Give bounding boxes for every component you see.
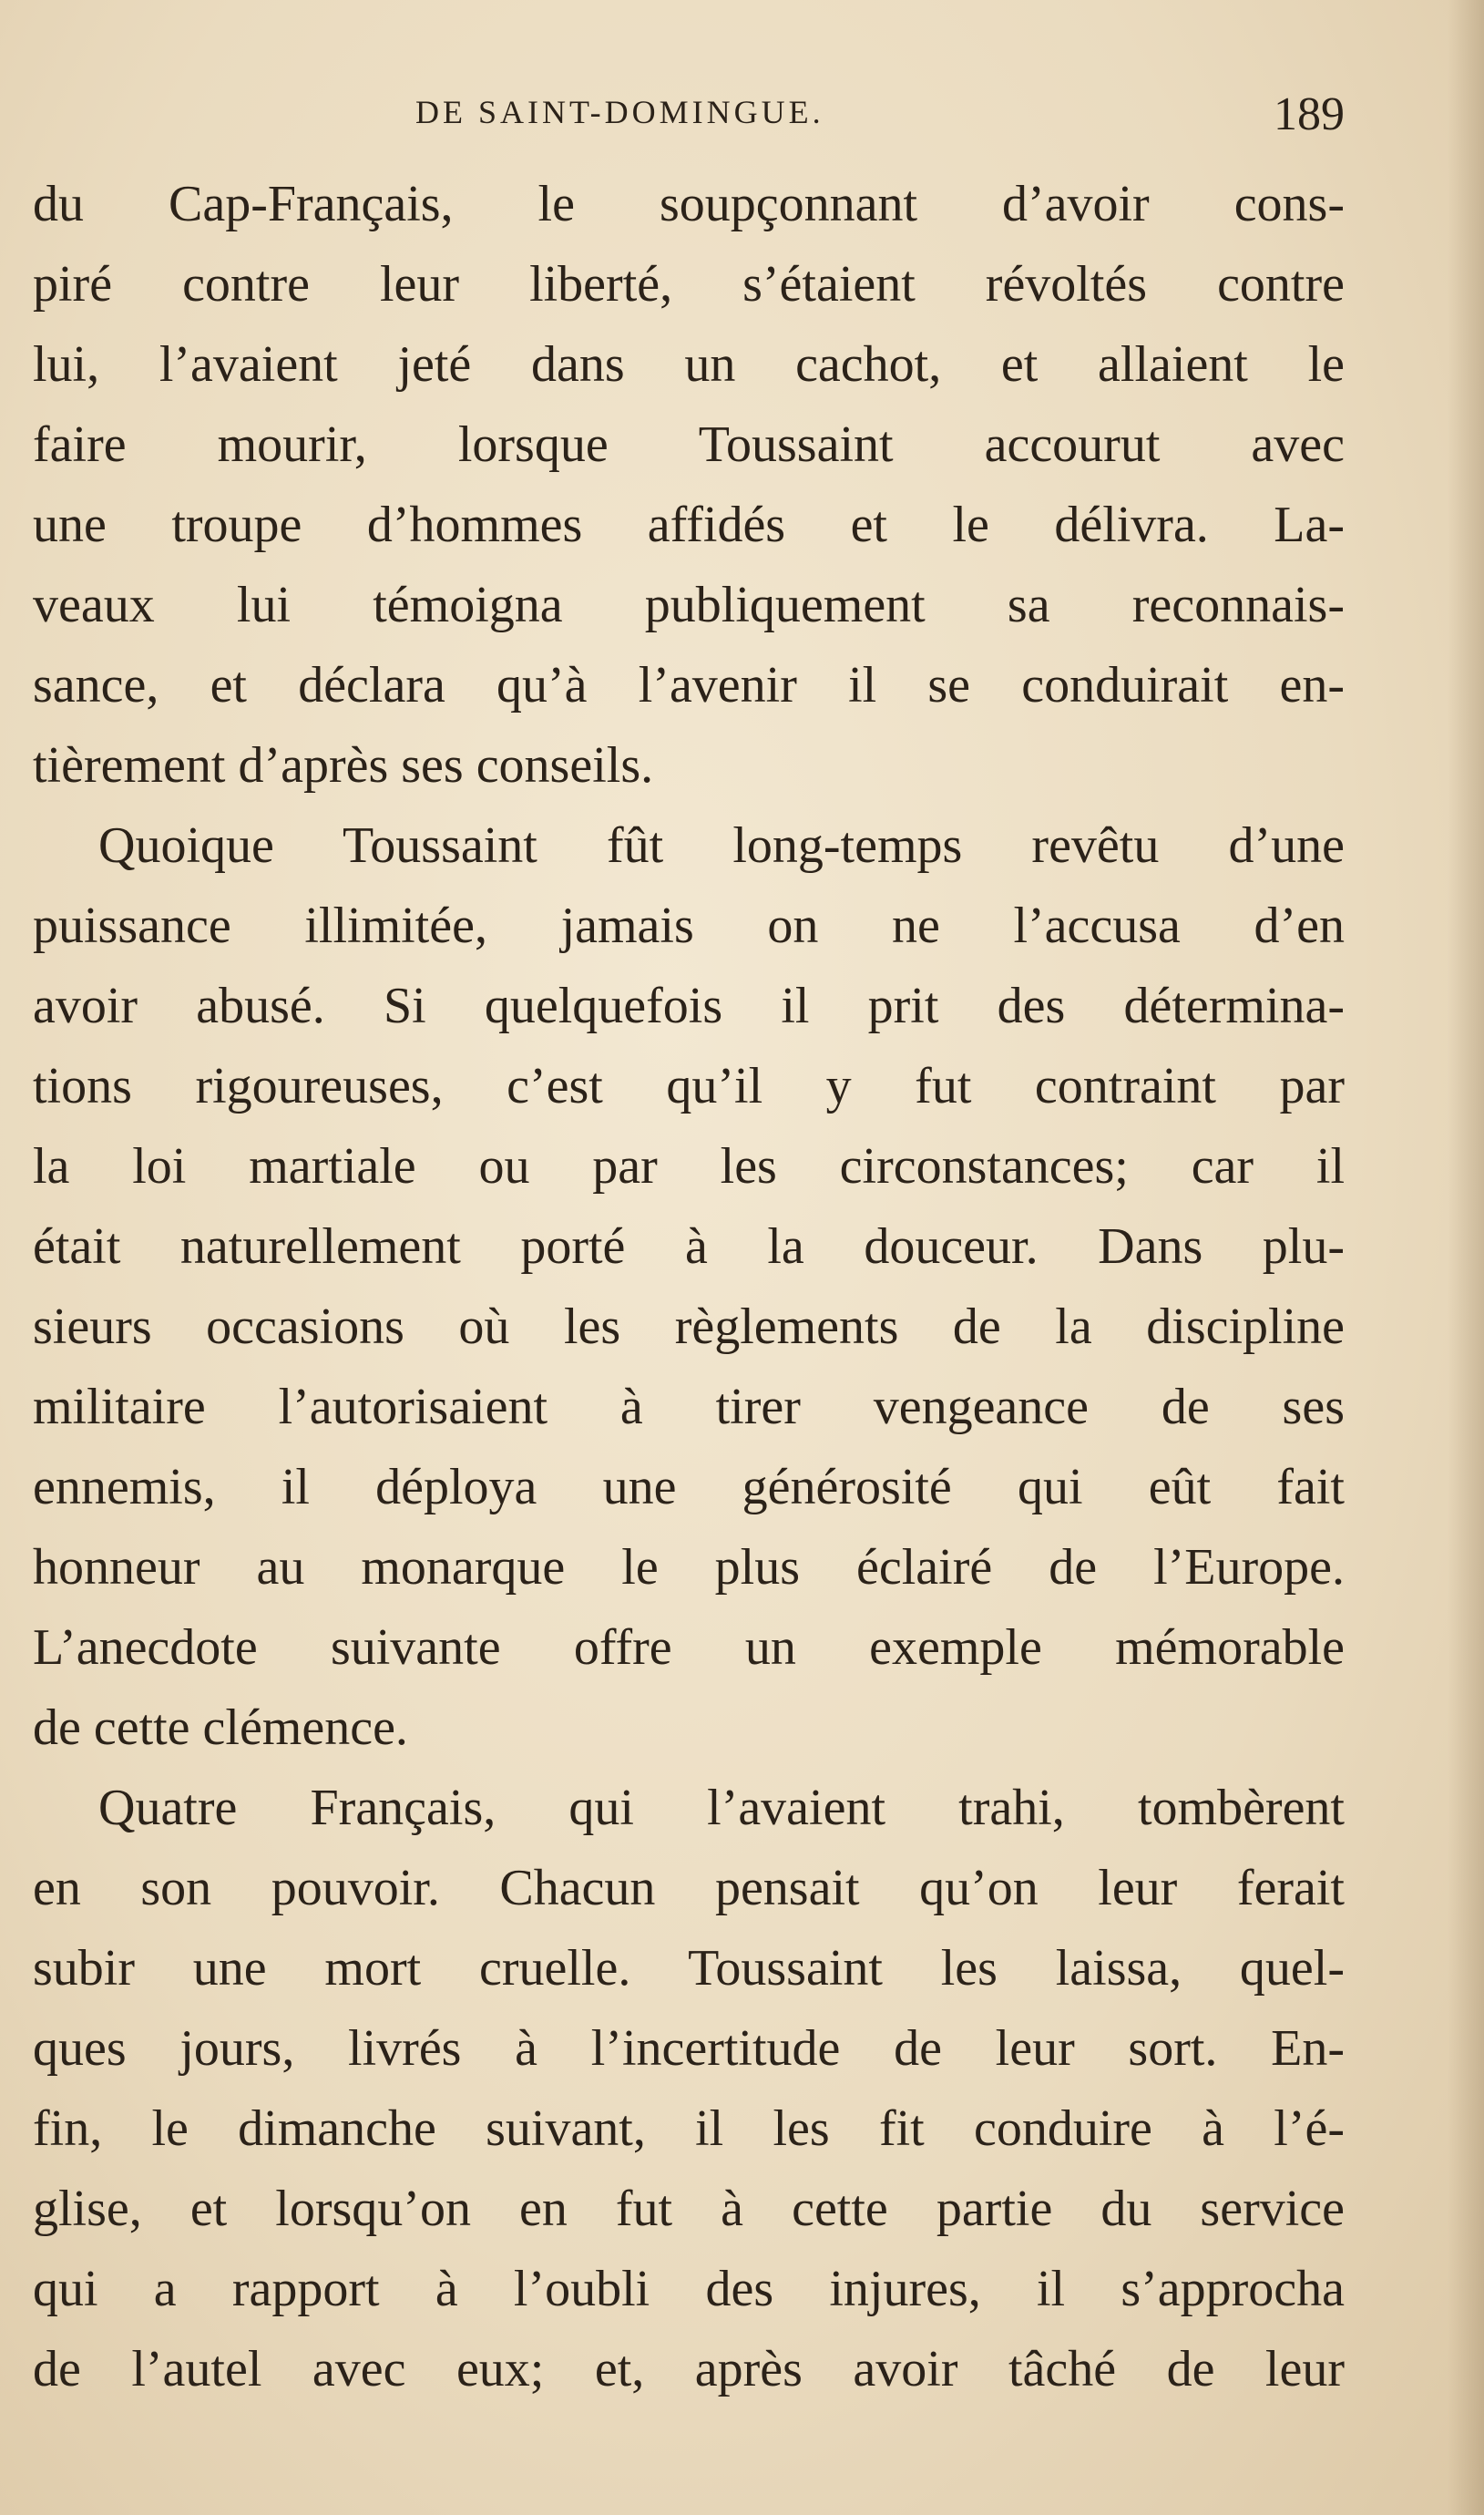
body-text — [33, 164, 1345, 2409]
page-number: 189 — [1274, 88, 1345, 140]
text-line: faire mourir, lorsque Toussaint accourut avec — [33, 416, 1345, 473]
text-line: fin, le dimanche suivant, il les fit conduire à l’é- — [33, 2100, 1345, 2157]
text-line: Quoique Toussaint fût long-temps revêtu d’une — [98, 817, 1345, 874]
text-line: la loi martiale ou par les circonstances; car il — [33, 1138, 1345, 1195]
text-line: du Cap-Français, le soupçonnant d’avoir cons- — [33, 176, 1345, 232]
text-line: tièrement d’après ses conseils. — [33, 737, 654, 794]
text-line: L’anecdote suivante offre un exemple mémorable — [33, 1619, 1345, 1676]
text-line: en son pouvoir. Chacun pensait qu’on leur ferait — [33, 1860, 1345, 1916]
text-line: ennemis, il déploya une générosité qui eût fait — [33, 1459, 1345, 1515]
text-line: une troupe d’hommes affidés et le délivra. La- — [33, 497, 1345, 553]
text-line: sieurs occasions où les règlements de la discipline — [33, 1299, 1345, 1355]
text-line: militaire l’autorisaient à tirer vengeance de ses — [33, 1379, 1345, 1435]
text-line: ques jours, livrés à l’incertitude de leur sort. En- — [33, 2020, 1345, 2077]
text-line: lui, l’avaient jeté dans un cachot, et allaient le — [33, 336, 1345, 393]
text-line: de l’autel avec eux; et, après avoir tâché de leur — [33, 2341, 1345, 2397]
page-edge-shadow — [1448, 0, 1484, 2515]
text-line: subir une mort cruelle. Toussaint les laissa, quel- — [33, 1940, 1345, 1997]
text-line: avoir abusé. Si quelquefois il prit des détermina- — [33, 978, 1345, 1034]
text-line: piré contre leur liberté, s’étaient révoltés contre — [33, 256, 1345, 313]
text-line: était naturellement porté à la douceur. Dans plu- — [33, 1218, 1345, 1275]
page-header — [33, 87, 1345, 151]
text-line: puissance illimitée, jamais on ne l’accusa d’en — [33, 898, 1345, 954]
text-line: veaux lui témoigna publiquement sa reconnais- — [33, 577, 1345, 633]
running-head: DE SAINT-DOMINGUE. — [415, 94, 824, 130]
text-line: Quatre Français, qui l’avaient trahi, tombèrent — [98, 1780, 1345, 1836]
text-line: qui a rapport à l’oubli des injures, il s’approcha — [33, 2261, 1345, 2317]
text-line: tions rigoureuses, c’est qu’il y fut contraint par — [33, 1058, 1345, 1114]
text-line: de cette clémence. — [33, 1699, 408, 1756]
text-line: honneur au monarque le plus éclairé de l’Europe. — [33, 1539, 1345, 1596]
text-line: sance, et déclara qu’à l’avenir il se conduirait en- — [33, 657, 1345, 713]
text-line: glise, et lorsqu’on en fut à cette partie du service — [33, 2181, 1345, 2237]
